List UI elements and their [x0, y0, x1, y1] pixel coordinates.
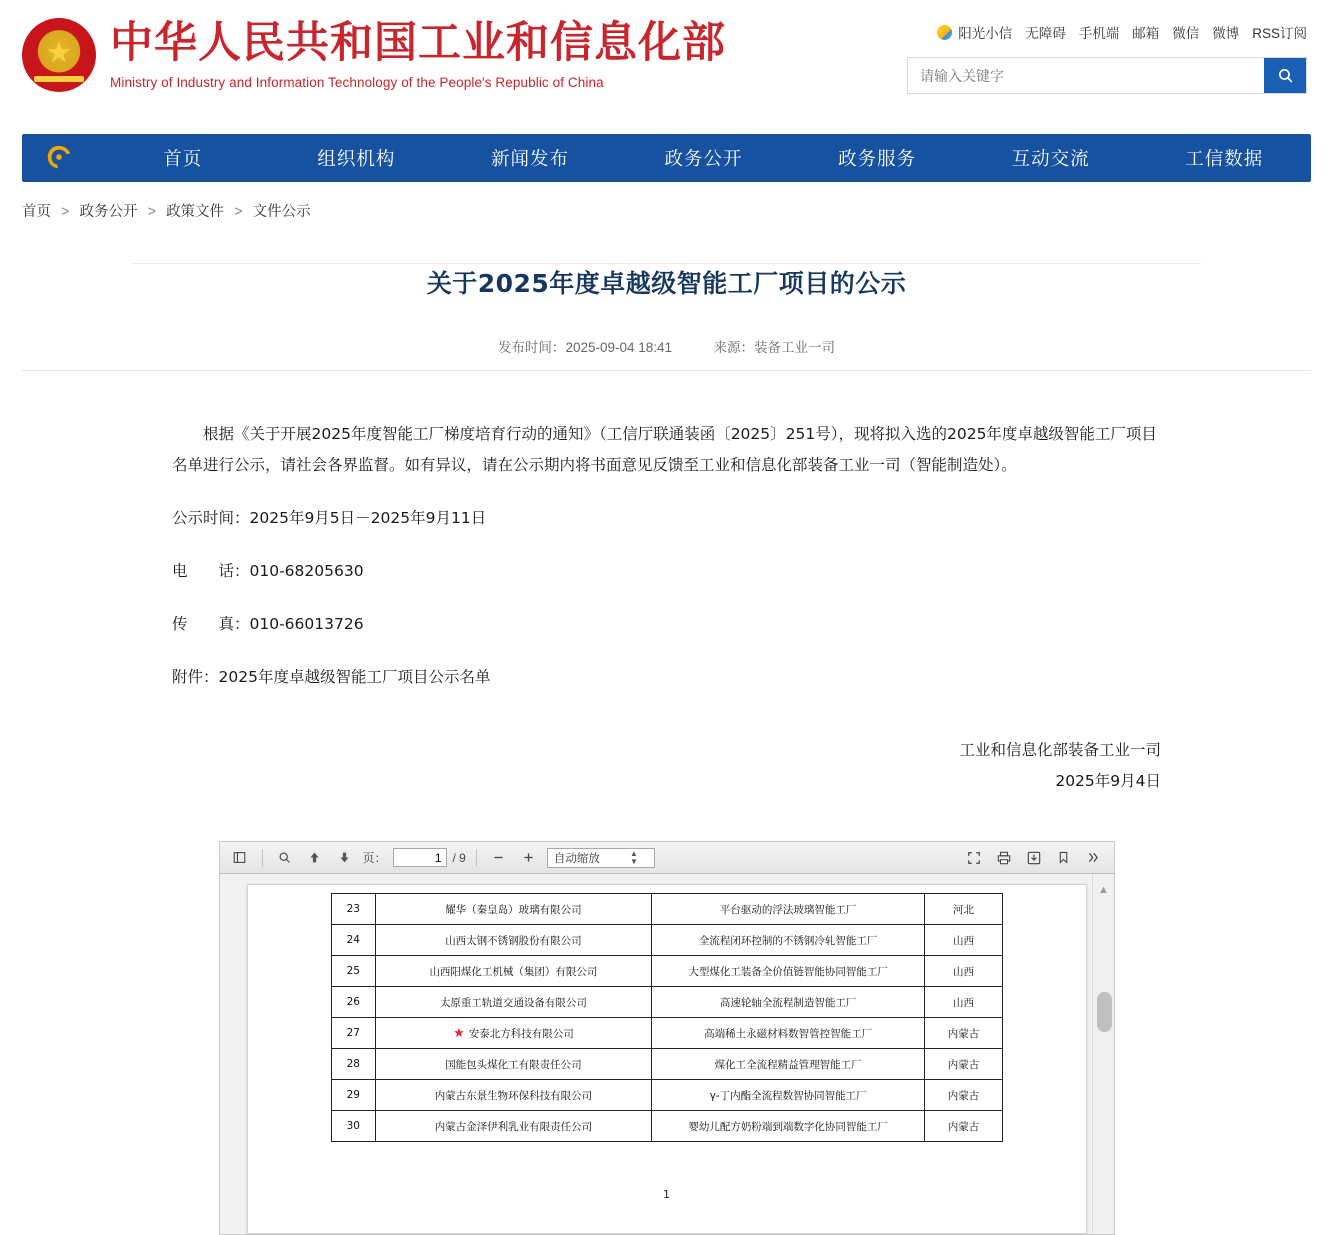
main-nav — [22, 134, 1311, 182]
cell-province: 山西 — [925, 956, 1002, 987]
nav-item-organization[interactable]: 组织机构 — [317, 149, 396, 170]
cell-company: 国能包头煤化工有限责任公司 — [376, 1049, 652, 1080]
site-header — [0, 0, 1333, 128]
cell-project: 高端稀土永磁材料数智管控智能工厂 — [651, 1018, 925, 1049]
publicity-period: 公示时间：2025年9月5日－2025年9月11日 — [172, 509, 487, 527]
cell-project: 大型煤化工装备全价值链智能协同智能工厂 — [651, 956, 925, 987]
table-row — [331, 1049, 1002, 1080]
cell-no: 28 — [331, 1049, 376, 1080]
pdf-viewer — [219, 841, 1115, 1235]
cell-company: 耀华（秦皇岛）玻璃有限公司 — [376, 894, 652, 925]
mii-logo-icon — [22, 143, 96, 173]
presentation-mode-icon[interactable] — [962, 847, 986, 869]
cell-no: 24 — [331, 925, 376, 956]
article-body — [172, 419, 1161, 797]
table-row — [331, 925, 1002, 956]
top-link-weibo[interactable]: 微博 — [1212, 26, 1240, 41]
nav-item-news[interactable]: 新闻发布 — [490, 149, 569, 170]
pdf-table — [331, 893, 1003, 1142]
cell-company: 太原重工轨道交通设备有限公司 — [376, 987, 652, 1018]
signature-org: 工业和信息化部装备工业一司 — [959, 741, 1161, 759]
more-tools-icon[interactable] — [1082, 847, 1106, 869]
site-logo[interactable] — [22, 18, 726, 92]
breadcrumb-item-government-affairs[interactable]: 政务公开 — [79, 204, 138, 220]
breadcrumb-separator: > — [147, 204, 157, 220]
cell-no: 30 — [331, 1111, 376, 1142]
next-page-icon[interactable] — [333, 847, 357, 869]
zoom-select-value: 自动缩放 — [553, 852, 600, 865]
cell-company: 山西阳煤化工机械（集团）有限公司 — [376, 956, 652, 987]
pdf-toolbar — [220, 842, 1114, 874]
previous-page-icon[interactable] — [303, 847, 327, 869]
scrollbar-thumb[interactable] — [1097, 992, 1112, 1032]
table-row — [331, 1111, 1002, 1142]
pdf-scrollbar[interactable] — [1092, 874, 1114, 1234]
article-paragraph-1: 根据《关于开展2025年度智能工厂梯度培育行动的通知》（工信厅联通装函〔2025〕251号），现将拟入选的2025年度卓越级智能工厂项目名单进行公示，请社会各界监督。如有异议，请在公示期内将书面意见反馈至工业和信息化部装备工业一司（智能制造处）。 — [172, 425, 1157, 474]
pdf-page — [247, 884, 1087, 1234]
top-link-wechat[interactable]: 微信 — [1172, 26, 1200, 41]
table-row — [331, 956, 1002, 987]
download-icon[interactable] — [1022, 847, 1046, 869]
nav-item-data[interactable]: 工信数据 — [1185, 149, 1264, 170]
cell-province: 内蒙古 — [925, 1018, 1002, 1049]
cell-province: 山西 — [925, 987, 1002, 1018]
nav-item-government-affairs[interactable]: 政务公开 — [664, 149, 743, 170]
contact-fax: 传 真：010-66013726 — [172, 615, 364, 633]
top-link-mail[interactable]: 邮箱 — [1132, 26, 1160, 41]
breadcrumb-item-policy-docs[interactable]: 政策文件 — [166, 204, 225, 220]
header-right — [907, 22, 1307, 94]
sun-icon — [937, 25, 952, 40]
chevron-updown-icon: ▲ ▼ — [629, 848, 638, 866]
breadcrumb-separator: > — [234, 204, 243, 220]
zoom-in-button[interactable] — [517, 847, 541, 869]
cell-project: 平台驱动的浮法玻璃智能工厂 — [651, 894, 925, 925]
cell-project: γ-丁内酯全流程数智协同智能工厂 — [651, 1080, 925, 1111]
cell-no: 25 — [331, 956, 376, 987]
publish-time-label: 发布时间： — [497, 340, 566, 355]
cell-province: 内蒙古 — [925, 1080, 1002, 1111]
signature — [172, 735, 1161, 797]
sidebar-toggle-icon[interactable] — [228, 847, 252, 869]
article — [22, 231, 1311, 1235]
cell-no: 26 — [331, 987, 376, 1018]
signature-date: 2025年9月4日 — [1055, 772, 1161, 790]
pdf-page-number: 1 — [663, 1188, 670, 1201]
cell-province: 河北 — [925, 894, 1002, 925]
cell-project: 煤化工全流程精益管理智能工厂 — [651, 1049, 925, 1080]
page-title: 关于2025年度卓越级智能工厂项目的公示 — [426, 269, 907, 298]
search-button[interactable] — [1264, 58, 1306, 93]
table-row — [331, 1018, 1002, 1049]
site-title-cn: 中华人民共和国工业和信息化部 — [110, 17, 726, 68]
top-links — [907, 22, 1307, 42]
top-link-sunshine[interactable]: 阳光小信 — [958, 26, 1013, 41]
mii-logo-icon-svg — [44, 143, 74, 173]
attachment-line[interactable]: 附件：2025年度卓越级智能工厂项目公示名单 — [172, 668, 491, 686]
article-meta — [22, 336, 1311, 371]
top-link-accessibility[interactable]: 无障碍 — [1025, 26, 1066, 41]
table-row — [331, 1080, 1002, 1111]
table-row — [331, 987, 1002, 1018]
bookmark-icon[interactable] — [1052, 847, 1076, 869]
cell-company: 内蒙古金泽伊利乳业有限责任公司 — [376, 1111, 652, 1142]
source-label: 来源： — [713, 340, 755, 355]
cell-company: 内蒙古东景生物环保科技有限公司 — [376, 1080, 652, 1111]
publish-time-value: 2025-09-04 18:41 — [565, 340, 673, 355]
find-icon[interactable] — [273, 847, 297, 869]
zoom-out-button[interactable] — [487, 847, 511, 869]
cell-company: 山西太钢不锈钢股份有限公司 — [376, 925, 652, 956]
page-total-label: / 9 — [452, 850, 466, 865]
scroll-up-icon[interactable]: ▲ — [1098, 884, 1109, 896]
cell-project: 全流程闭环控制的不锈钢冷轧智能工厂 — [651, 925, 925, 956]
cell-province: 内蒙古 — [925, 1049, 1002, 1080]
breadcrumb — [22, 200, 1311, 231]
cell-company-text: 安泰北方科技有限公司 — [468, 1027, 574, 1040]
contact-phone: 电 话：010-68205630 — [172, 562, 364, 580]
cell-project: 高速轮轴全流程制造智能工厂 — [651, 987, 925, 1018]
nav-item-interaction[interactable]: 互动交流 — [1011, 149, 1090, 170]
breadcrumb-separator: > — [61, 204, 70, 220]
page-number-label: 页： — [362, 851, 387, 865]
print-icon[interactable] — [992, 847, 1016, 869]
breadcrumb-item-file-notice[interactable]: 文件公示 — [252, 204, 311, 220]
source-value: 装备工业一司 — [754, 340, 836, 355]
search-input[interactable] — [908, 58, 1264, 93]
cell-company — [376, 1018, 652, 1049]
search-box — [907, 57, 1307, 94]
star-icon: ★ — [453, 1025, 465, 1041]
cell-no: 27 — [331, 1018, 376, 1049]
national-emblem-icon — [22, 18, 96, 92]
search-icon — [1277, 67, 1294, 84]
cell-province: 内蒙古 — [925, 1111, 1002, 1142]
cell-no: 29 — [331, 1080, 376, 1111]
top-link-mobile[interactable]: 手机端 — [1078, 26, 1120, 41]
zoom-select[interactable] — [547, 848, 655, 868]
breadcrumb-item-home[interactable]: 首页 — [22, 204, 51, 220]
page-number-input[interactable] — [393, 848, 447, 867]
pdf-page-container[interactable] — [220, 874, 1114, 1234]
table-row — [331, 894, 1002, 925]
nav-item-home[interactable]: 首页 — [163, 149, 203, 170]
top-link-rss[interactable]: RSS订阅 — [1252, 26, 1307, 41]
nav-item-services[interactable]: 政务服务 — [838, 149, 917, 170]
cell-province: 山西 — [925, 925, 1002, 956]
cell-no: 23 — [331, 894, 376, 925]
cell-project: 婴幼儿配方奶粉端到端数字化协同智能工厂 — [651, 1111, 925, 1142]
site-title-en: Ministry of Industry and Information Technology of the People's Republic of China — [110, 75, 604, 91]
